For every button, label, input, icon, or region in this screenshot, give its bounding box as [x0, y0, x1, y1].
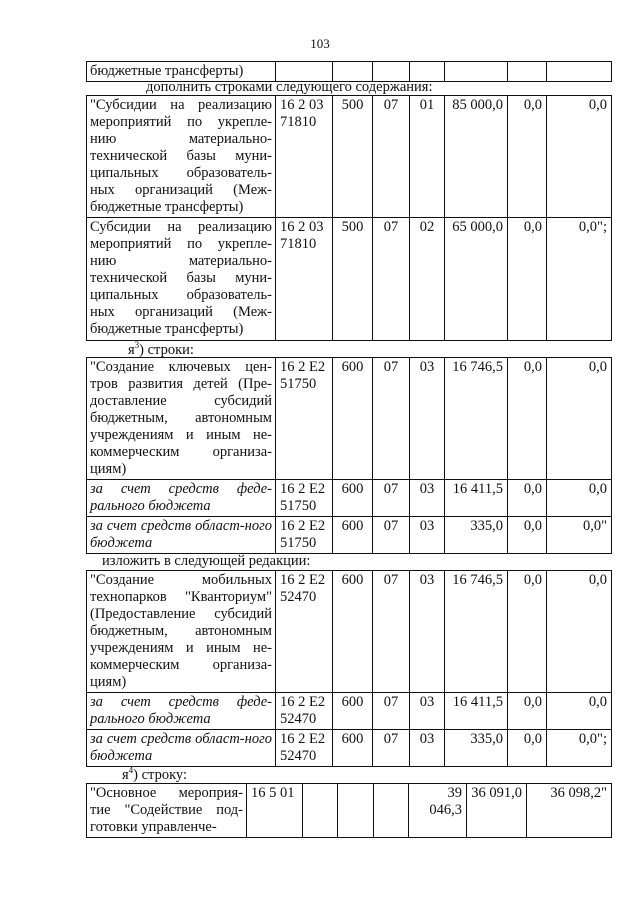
page-number: 103 [310, 36, 330, 51]
row-vr: 600 [333, 480, 373, 517]
row-description: за счет средств област-ного бюджета [87, 730, 276, 767]
row-sum-3: 0,0 [547, 480, 612, 517]
row-sum-2: 0,0 [508, 358, 547, 480]
row-section: 07 [373, 218, 410, 341]
row-sum-3: 0,0 [547, 571, 612, 693]
row-description: бюджетные трансферты) [87, 62, 276, 82]
row-code: 16 2 E2 52470 [276, 693, 333, 730]
row-sum-3: 36 098,2" [527, 784, 612, 838]
row-sum-1: 65 000,0 [445, 218, 508, 341]
row-code: 16 2 E2 52470 [276, 730, 333, 767]
block4-table [86, 783, 612, 838]
table-row [87, 730, 612, 767]
row-sum-1: 16 746,5 [445, 571, 508, 693]
row-section: 07 [373, 693, 410, 730]
row-section: 07 [373, 480, 410, 517]
row-code: 16 2 03 71810 [276, 96, 333, 218]
instruction-row-4: $я^4$) строку: [122, 765, 188, 783]
row-subsection: 03 [410, 693, 445, 730]
row-section [338, 784, 374, 838]
row-code: 16 2 03 71810 [276, 218, 333, 341]
row-description: "Создание ключевых цен-тров развития детей (Пре-доставление субсидий бюджетным, автономным учреждениям и иным не-коммерческим организа-циям) [87, 358, 276, 480]
row-sum-2: 0,0 [508, 693, 547, 730]
row-vr: 500 [333, 96, 373, 218]
row-sum-1: 16 411,5 [445, 480, 508, 517]
row-subsection: 02 [410, 218, 445, 341]
row-section: 07 [373, 517, 410, 554]
row-vr [303, 784, 338, 838]
row-sum-1: 85 000,0 [445, 96, 508, 218]
table-row [87, 480, 612, 517]
row-sum-2: 0,0 [508, 96, 547, 218]
row-vr: 600 [333, 571, 373, 693]
row-sum-3: 0,0 [547, 693, 612, 730]
table-row [87, 693, 612, 730]
row-subsection: 03 [410, 571, 445, 693]
row-sum-2: 0,0 [508, 730, 547, 767]
block3-table [86, 570, 612, 767]
row-sum-3: 0,0 [547, 96, 612, 218]
row-vr: 600 [333, 517, 373, 554]
row-sum-3: 0,0"; [547, 218, 612, 341]
row-sum-1: 335,0 [445, 517, 508, 554]
row-sum-1: 16 411,5 [445, 693, 508, 730]
row-code: 16 5 01 [247, 784, 303, 838]
row-code: 16 2 E2 52470 [276, 571, 333, 693]
row-sum-3: 0,0" [547, 517, 612, 554]
row-sum-2: 0,0 [508, 218, 547, 341]
table-row [87, 96, 612, 218]
block2-table [86, 357, 612, 554]
block1-table [86, 95, 612, 341]
row-description: Субсидии на реализацию мероприятий по укрепле-нию материально-технической базы муни-ципальных образователь-ных организаций (Меж-бюджетные трансферты) [87, 218, 276, 341]
row-sum-2: 0,0 [508, 517, 547, 554]
row-section: 07 [373, 730, 410, 767]
row-description: "Субсидии на реализацию мероприятий по укрепле-нию материально-технической базы муни-ципальных образователь-ных организаций (Меж-бюджетные трансферты) [87, 96, 276, 218]
row-sum-3: 0,0 [547, 358, 612, 480]
row-sum-3: 0,0"; [547, 730, 612, 767]
table-row [87, 218, 612, 341]
row-description: за счет средств феде-рального бюджета [87, 693, 276, 730]
row-sum-2: 36 091,0 [467, 784, 527, 838]
row-description: за счет средств област-ного бюджета [87, 517, 276, 554]
row-section: 07 [373, 358, 410, 480]
instruction-add-rows: дополнить строками следующего содержания: [146, 79, 433, 95]
row-sum-2: 0,0 [508, 571, 547, 693]
row-subsection: 01 [410, 96, 445, 218]
table-row [87, 571, 612, 693]
row-code: 16 2 E2 51750 [276, 517, 333, 554]
row-sum-1: 335,0 [445, 730, 508, 767]
row-description: за счет средств феде-рального бюджета [87, 480, 276, 517]
row-vr: 600 [333, 693, 373, 730]
row-section: 07 [373, 96, 410, 218]
instruction-edit: изложить в следующей редакции: [102, 553, 311, 569]
row-vr: 600 [333, 730, 373, 767]
instruction-rows-3: $я^3$) строки: [128, 340, 194, 358]
row-code: 16 2 E2 51750 [276, 480, 333, 517]
row-subsection: 03 [410, 358, 445, 480]
row-description: "Создание мобильных технопарков "Кванториум" (Предоставление субсидий бюджетным, автономным учреждениям и иным не-коммерческим организа-циям) [87, 571, 276, 693]
row-subsection: 03 [410, 730, 445, 767]
row-subsection: 03 [410, 517, 445, 554]
row-subsection [374, 784, 409, 838]
row-sum-1: 16 746,5 [445, 358, 508, 480]
row-vr: 600 [333, 358, 373, 480]
row-sum-1: 39 046,3 [409, 784, 467, 838]
row-description: "Основное мероприя-тие "Содействие под-готовки управленче- [87, 784, 247, 838]
table-row [87, 358, 612, 480]
row-vr: 500 [333, 218, 373, 341]
row-subsection: 03 [410, 480, 445, 517]
table-row [87, 784, 612, 838]
row-section: 07 [373, 571, 410, 693]
row-code: 16 2 E2 51750 [276, 358, 333, 480]
row-sum-2: 0,0 [508, 480, 547, 517]
table-row [87, 517, 612, 554]
